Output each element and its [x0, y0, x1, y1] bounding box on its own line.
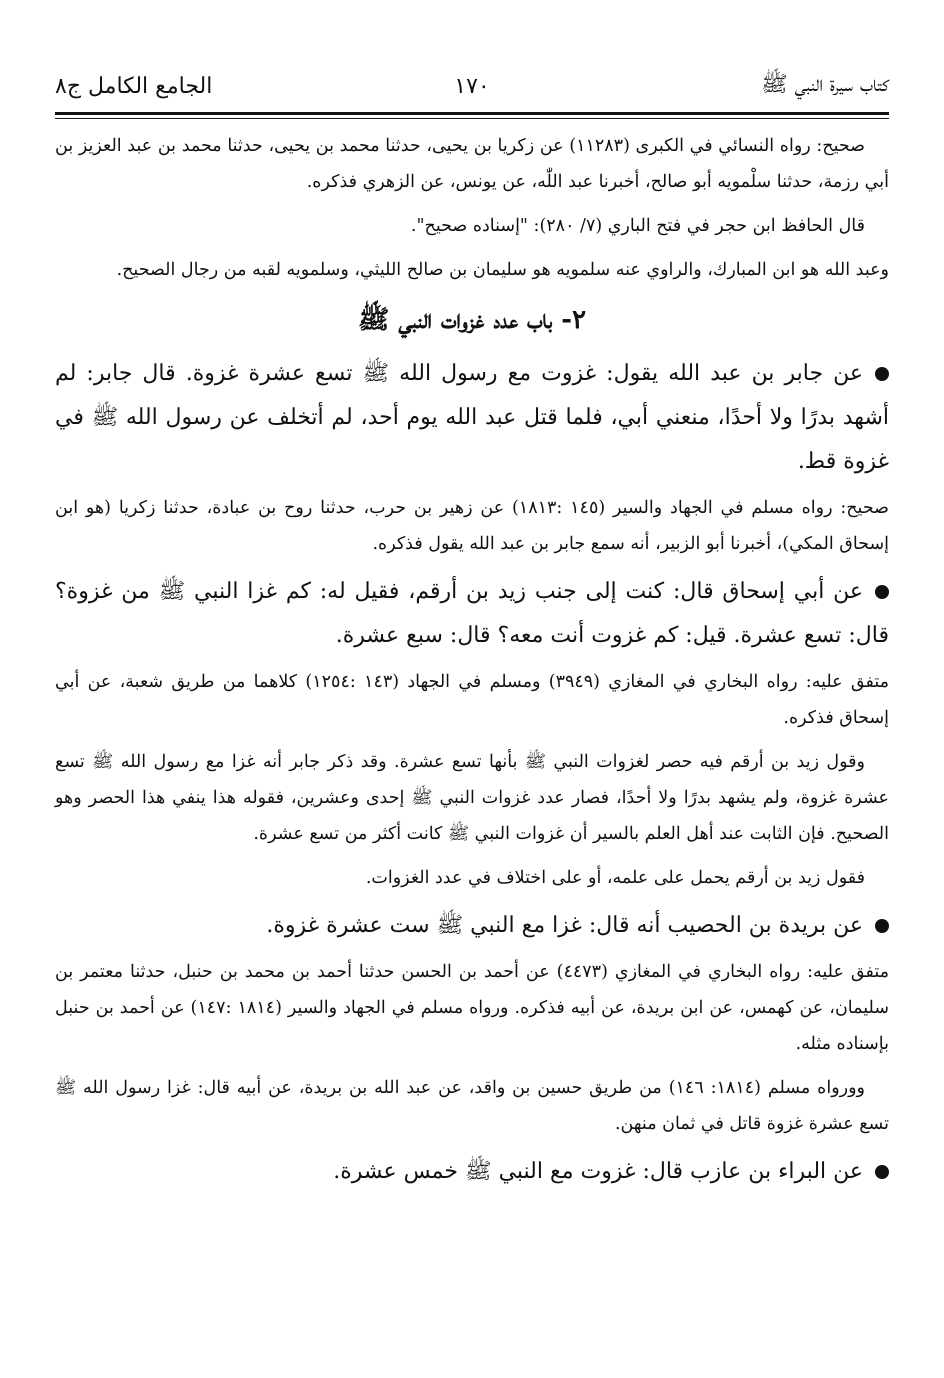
- bullet-icon: [875, 1165, 889, 1179]
- commentary-paragraph: وعبد الله هو ابن المبارك، والراوي عنه سلمويه هو سليمان بن صالح الليثي، وسلمويه لقبه من رجال الصحيح.: [116, 260, 889, 280]
- commentary-paragraph: فقول زيد بن أرقم يحمل على علمه، أو على اختلاف في عدد الغزوات.: [365, 868, 865, 888]
- hadith-paragraph: [55, 352, 889, 484]
- takhrij-paragraph: وورواه مسلم (١٨١٤: ١٤٦) من طريق حسين بن واقد، عن عبد الله بن بريدة، عن أبيه قال: غزا رسول الله ﷺ تسع عشرة غزوة قاتل في ثمان منهن.: [55, 1078, 889, 1134]
- chapter-heading: ٢- باب عدد غزوات النبي ﷺ: [357, 305, 587, 335]
- hadith-text: عن أبي إسحاق قال: كنت إلى جنب زيد بن أرقم، فقيل له: كم غزا النبي ﷺ من غزوة؟ قال: تسع عشرة. قيل: كم غزوت أنت معه؟ قال: سبع عشرة.: [55, 579, 889, 648]
- takhrij-paragraph: متفق عليه: رواه البخاري في المغازي (٤٤٧٣) عن أحمد بن الحسن حدثنا أحمد بن محمد بن حنبل، حدثنا معتمر بن سليمان، عن كهمس، عن ابن بريدة، عن أبيه فذكره. ورواه مسلم في الجهاد والسير (١٨١٤ :١٤٧) عن أحمد بن حنبل بإسناده مثله.: [55, 962, 889, 1054]
- volume-title: الجامع الكامل ج٨: [55, 73, 213, 99]
- page-content: [55, 128, 889, 1200]
- hadith-text: عن جابر بن عبد الله يقول: غزوت مع رسول الله ﷺ تسع عشرة غزوة. قال جابر: لم أشهد بدرًا ولا أحدًا، منعني أبي، فلما قتل عبد الله يوم أحد، لم أتخلف عن رسول الله ﷺ في غزوة قط.: [55, 361, 889, 474]
- bullet-icon: [875, 367, 889, 381]
- page-number: ١٧٠: [454, 73, 490, 99]
- commentary-paragraph: قال الحافظ ابن حجر في فتح الباري (٧/ ٢٨٠): "إسناده صحيح".: [410, 216, 865, 236]
- hadith-paragraph: [55, 904, 889, 948]
- takhrij-paragraph: صحيح: رواه النسائي في الكبرى (١١٢٨٣) عن زكريا بن يحيى، حدثنا محمد بن يحيى، حدثنا محمد بن عبد العزيز بن أبي رزمة، حدثنا سلْمويه أبو صالح، أخبرنا عبد اللّٰه، عن يونس، عن الزهري فذكره.: [55, 136, 889, 192]
- page-header: [55, 66, 889, 106]
- hadith-paragraph: [55, 1150, 889, 1194]
- hadith-paragraph: [55, 570, 889, 658]
- book-chapter-title: كتاب سيرة النبي ﷺ: [761, 72, 889, 97]
- takhrij-paragraph: متفق عليه: رواه البخاري في المغازي (٣٩٤٩) ومسلم في الجهاد (١٤٣ :١٢٥٤) كلاهما من طريق شعبة، عن أبي إسحاق فذكره.: [55, 672, 889, 728]
- hadith-text: عن بريدة بن الحصيب أنه قال: غزا مع النبي ﷺ ست عشرة غزوة.: [266, 913, 863, 938]
- header-rule-thin: [55, 118, 889, 119]
- header-rule-thick: [55, 112, 889, 115]
- bullet-icon: [875, 919, 889, 933]
- commentary-paragraph: وقول زيد بن أرقم فيه حصر لغزوات النبي ﷺ بأنها تسع عشرة. وقد ذكر جابر أنه غزا مع رسول الله ﷺ تسع عشرة غزوة، ولم يشهد بدرًا ولا أحدًا، فصار عدد غزوات النبي ﷺ إحدى وعشرين، فقوله هذا ينفي هذا الحصر وهو الصحيح. فإن الثابت عند أهل العلم بالسير أن غزوات النبي ﷺ كانت أكثر من تسع عشرة.: [55, 752, 889, 844]
- hadith-text: عن البراء بن عازب قال: غزوت مع النبي ﷺ خمس عشرة.: [333, 1159, 863, 1184]
- takhrij-paragraph: صحيح: رواه مسلم في الجهاد والسير (١٤٥ :١٨١٣) عن زهير بن حرب، حدثنا روح بن عبادة، حدثنا زكريا (هو ابن إسحاق المكي)، أخبرنا أبو الزبير، أنه سمع جابر بن عبد الله يقول فذكره.: [55, 498, 889, 554]
- bullet-icon: [875, 585, 889, 599]
